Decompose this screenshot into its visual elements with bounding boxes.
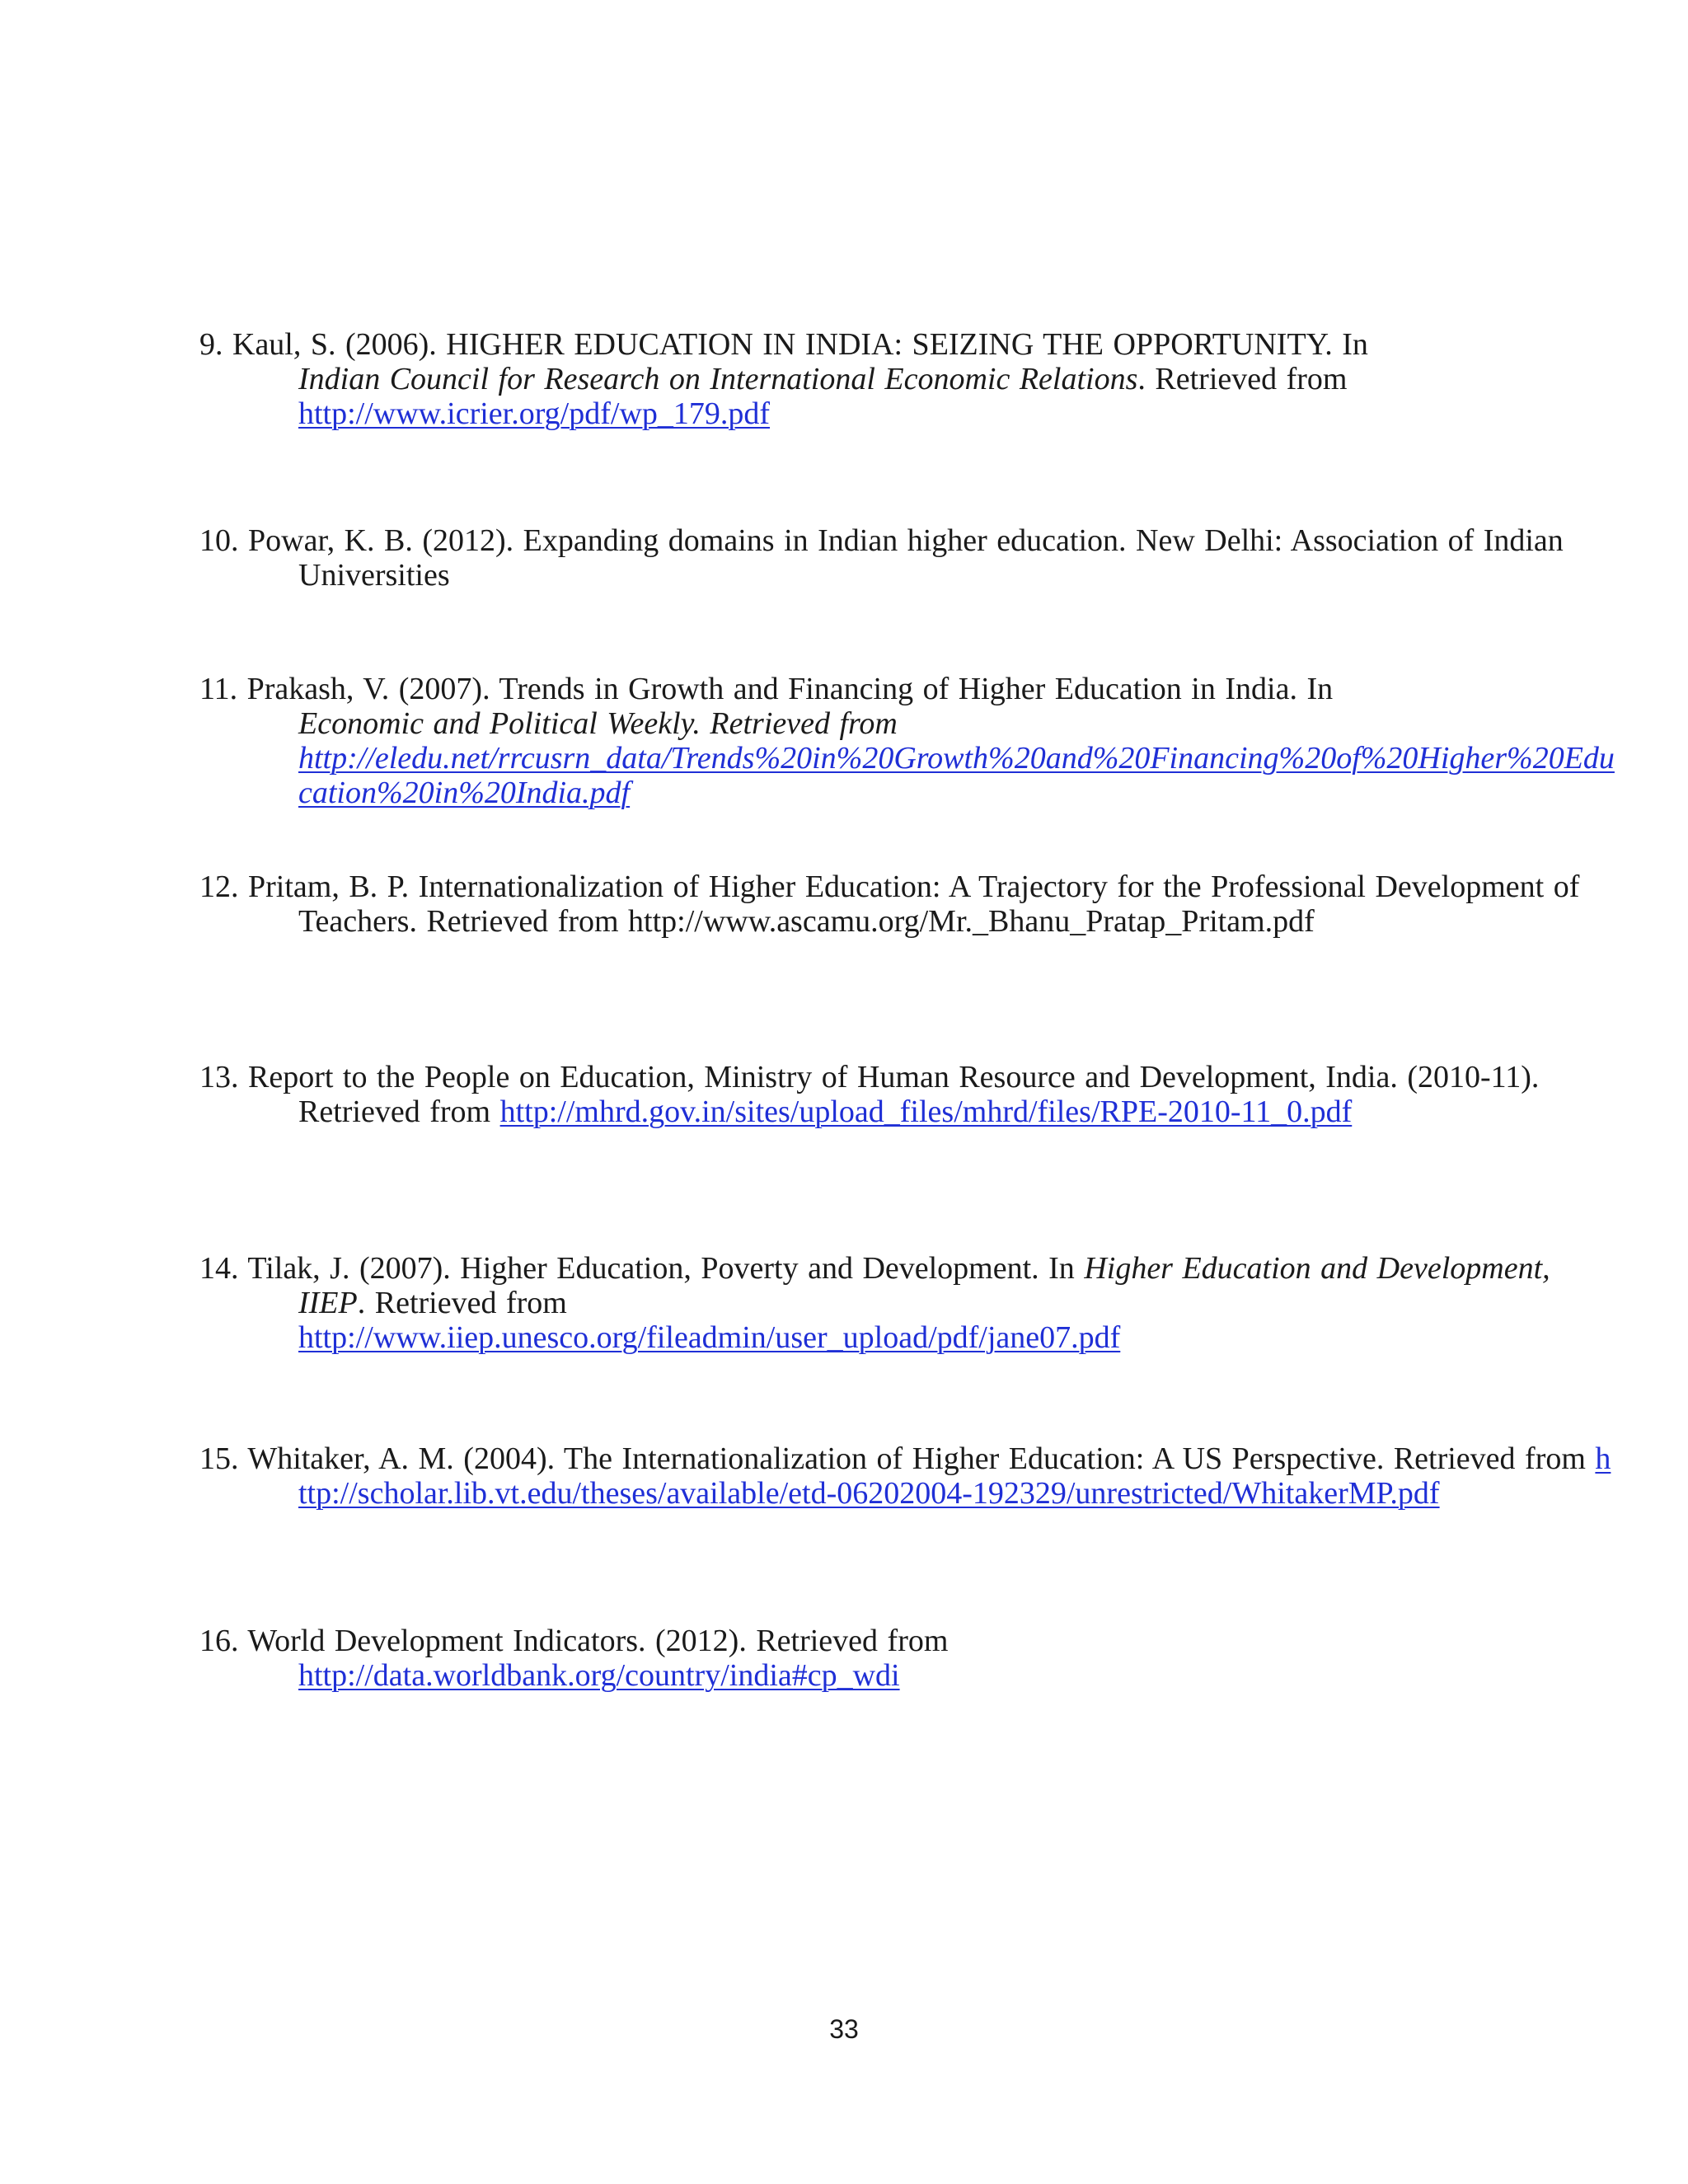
reference-number: 13. [199,1060,239,1094]
reference-link[interactable]: http://eledu.net/rrcusrn_data/Trends%20in%20Growth%20and%20Financing%20of%20Higher%20Education%20in%20India.pdf [298,741,1615,810]
reference-link[interactable]: http://scholar.lib.vt.edu/theses/available/etd-06202004-192329/unrestricted/WhitakerMP.pdf [298,1441,1611,1511]
reference-text: World Development Indicators. (2012). Retrieved from [247,1624,949,1658]
reference-14 [199,1251,1617,1355]
reference-text: Powar, K. B. (2012). Expanding domains in Indian higher education. New Delhi: Association of Indian Universities [248,523,1564,593]
reference-number: 9. [199,327,223,362]
reference-text: Tilak, J. (2007). Higher Education, Poverty and Development. In [247,1251,1075,1286]
reference-11 [199,672,1617,810]
reference-source-title: Economic and Political Weekly. Retrieved from [298,706,898,741]
reference-link[interactable]: http://data.worldbank.org/country/india#cp_wdi [298,1658,900,1693]
reference-text: Kaul, S. (2006). HIGHER EDUCATION IN INDIA: SEIZING THE OPPORTUNITY. In [232,327,1368,362]
reference-9 [199,327,1617,431]
reference-source-title: Indian Council for Research on International Economic Relations [298,362,1138,396]
reference-text: Pritam, B. P. Internationalization of Higher Education: A Trajectory for the Professional Development of Teachers. Retrieved from http://www.ascamu.org/Mr._Bhanu_Pratap_Pritam.pdf [248,869,1580,939]
reference-link[interactable]: http://mhrd.gov.in/sites/upload_files/mhrd/files/RPE-2010-11_0.pdf [499,1094,1353,1129]
reference-link[interactable]: http://www.icrier.org/pdf/wp_179.pdf [298,396,771,431]
reference-16 [199,1624,1617,1693]
reference-number: 10. [199,523,239,558]
reference-10 [199,523,1617,593]
reference-source-title: Higher Education and Development, IIEP [298,1251,1550,1320]
reference-text: Whitaker, A. M. (2004). The Internationalization of Higher Education: A US Perspective. Retrieved from [247,1441,1586,1476]
reference-number: 12. [199,869,239,904]
reference-15 [199,1441,1617,1511]
reference-text: Prakash, V. (2007). Trends in Growth and Financing of Higher Education in India. In [246,672,1334,706]
reference-number: 16. [199,1624,239,1658]
reference-text: Report to the People on Education, Ministry of Human Resource and Development, India. (2010-11). Retrieved from [248,1060,1540,1129]
reference-link[interactable]: http://www.iiep.unesco.org/fileadmin/user_upload/pdf/jane07.pdf [298,1320,1121,1355]
page-number: 33 [829,2014,859,2044]
reference-13 [199,1060,1617,1129]
reference-number: 15. [199,1441,239,1476]
reference-12 [199,869,1617,939]
reference-number: 11. [199,672,238,706]
reference-retrieved: . Retrieved from [357,1286,567,1320]
reference-retrieved: . Retrieved from [1137,362,1348,396]
reference-number: 14. [199,1251,239,1286]
